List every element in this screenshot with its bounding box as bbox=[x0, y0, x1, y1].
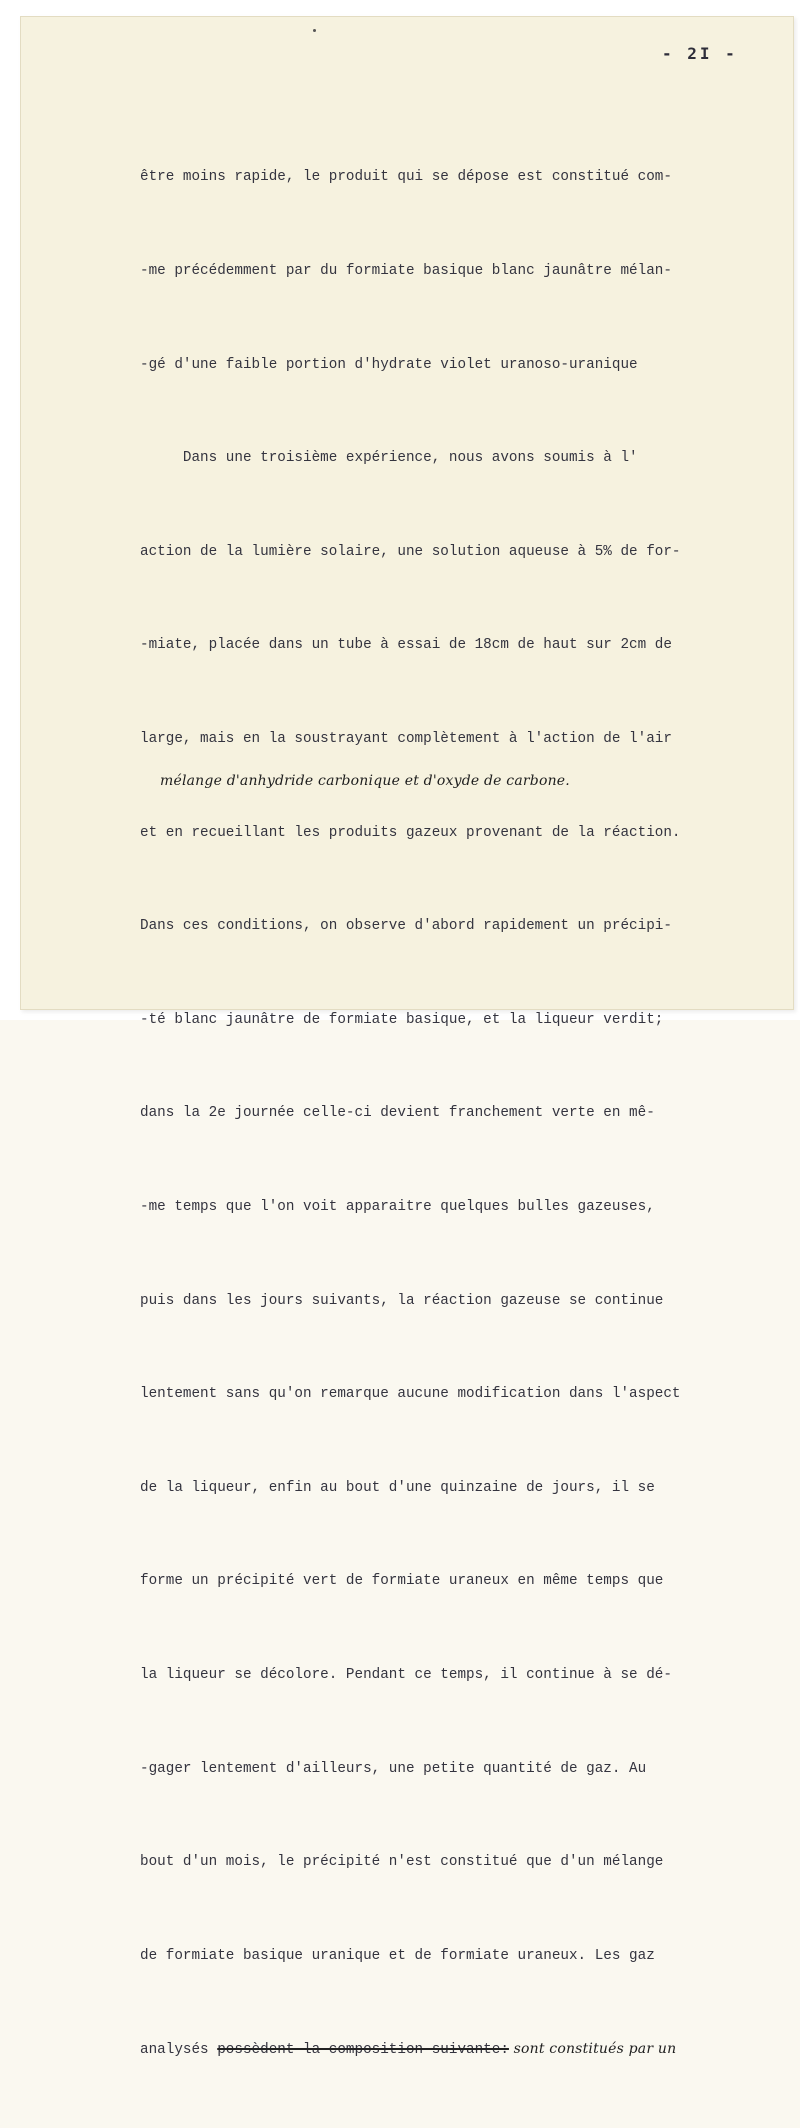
text-line: Dans une troisième expérience, nous avons soumis à l' bbox=[140, 450, 638, 467]
text-line: -me temps que l'on voit apparaitre quelques bulles gazeuses, bbox=[140, 1198, 655, 1215]
text-line: Dans ces conditions, on observe d'abord rapidement un précipi- bbox=[140, 918, 672, 935]
text-line: de la liqueur, enfin au bout d'une quinzaine de jours, il se bbox=[140, 1479, 655, 1496]
handwritten-annotation: mélange d'anhydride carbonique et d'oxyde de carbone. bbox=[160, 773, 570, 789]
last-typed-line bbox=[140, 2034, 780, 2065]
text-line: -miate, placée dans un tube à essai de 18cm de haut sur 2cm de bbox=[140, 637, 672, 654]
text-line: -té blanc jaunâtre de formiate basique, et la liqueur verdit; bbox=[140, 1011, 664, 1028]
handwritten-insertion: sont constitués par un bbox=[508, 2041, 677, 2058]
typewritten-text-block bbox=[140, 100, 780, 2128]
text-line: -gé d'une faible portion d'hydrate violet uranoso-uranique bbox=[140, 356, 638, 373]
text-line: forme un précipité vert de formiate uraneux en même temps que bbox=[140, 1573, 664, 1590]
text-line: la liqueur se décolore. Pendant ce temps, il continue à se dé- bbox=[140, 1666, 672, 1683]
page-number: - 2I - bbox=[662, 44, 738, 63]
text-line: action de la lumière solaire, une solution aqueuse à 5% de for- bbox=[140, 543, 681, 560]
typed-fragment: analysés bbox=[140, 2042, 218, 2059]
text-line: et en recueillant les produits gazeux provenant de la réaction. bbox=[140, 824, 681, 841]
text-line: lentement sans qu'on remarque aucune modification dans l'aspect bbox=[140, 1386, 681, 1403]
text-line: large, mais en la soustrayant complètement à l'action de l'air bbox=[140, 730, 672, 747]
text-line: être moins rapide, le produit qui se dépose est constitué com- bbox=[140, 169, 672, 186]
struck-through-text: possèdent la composition suivante: bbox=[217, 2042, 509, 2059]
text-line: dans la 2e journée celle-ci devient franchement verte en mê- bbox=[140, 1105, 655, 1122]
ink-speck bbox=[313, 29, 316, 32]
text-line: puis dans les jours suivants, la réaction gazeuse se continue bbox=[140, 1292, 664, 1309]
text-line: bout d'un mois, le précipité n'est constitué que d'un mélange bbox=[140, 1854, 664, 1871]
text-line: -me précédemment par du formiate basique blanc jaunâtre mélan- bbox=[140, 263, 672, 279]
text-line: -gager lentement d'ailleurs, une petite quantité de gaz. Au bbox=[140, 1760, 647, 1777]
text-line: de formiate basique uranique et de formiate uraneux. Les gaz bbox=[140, 1947, 655, 1964]
